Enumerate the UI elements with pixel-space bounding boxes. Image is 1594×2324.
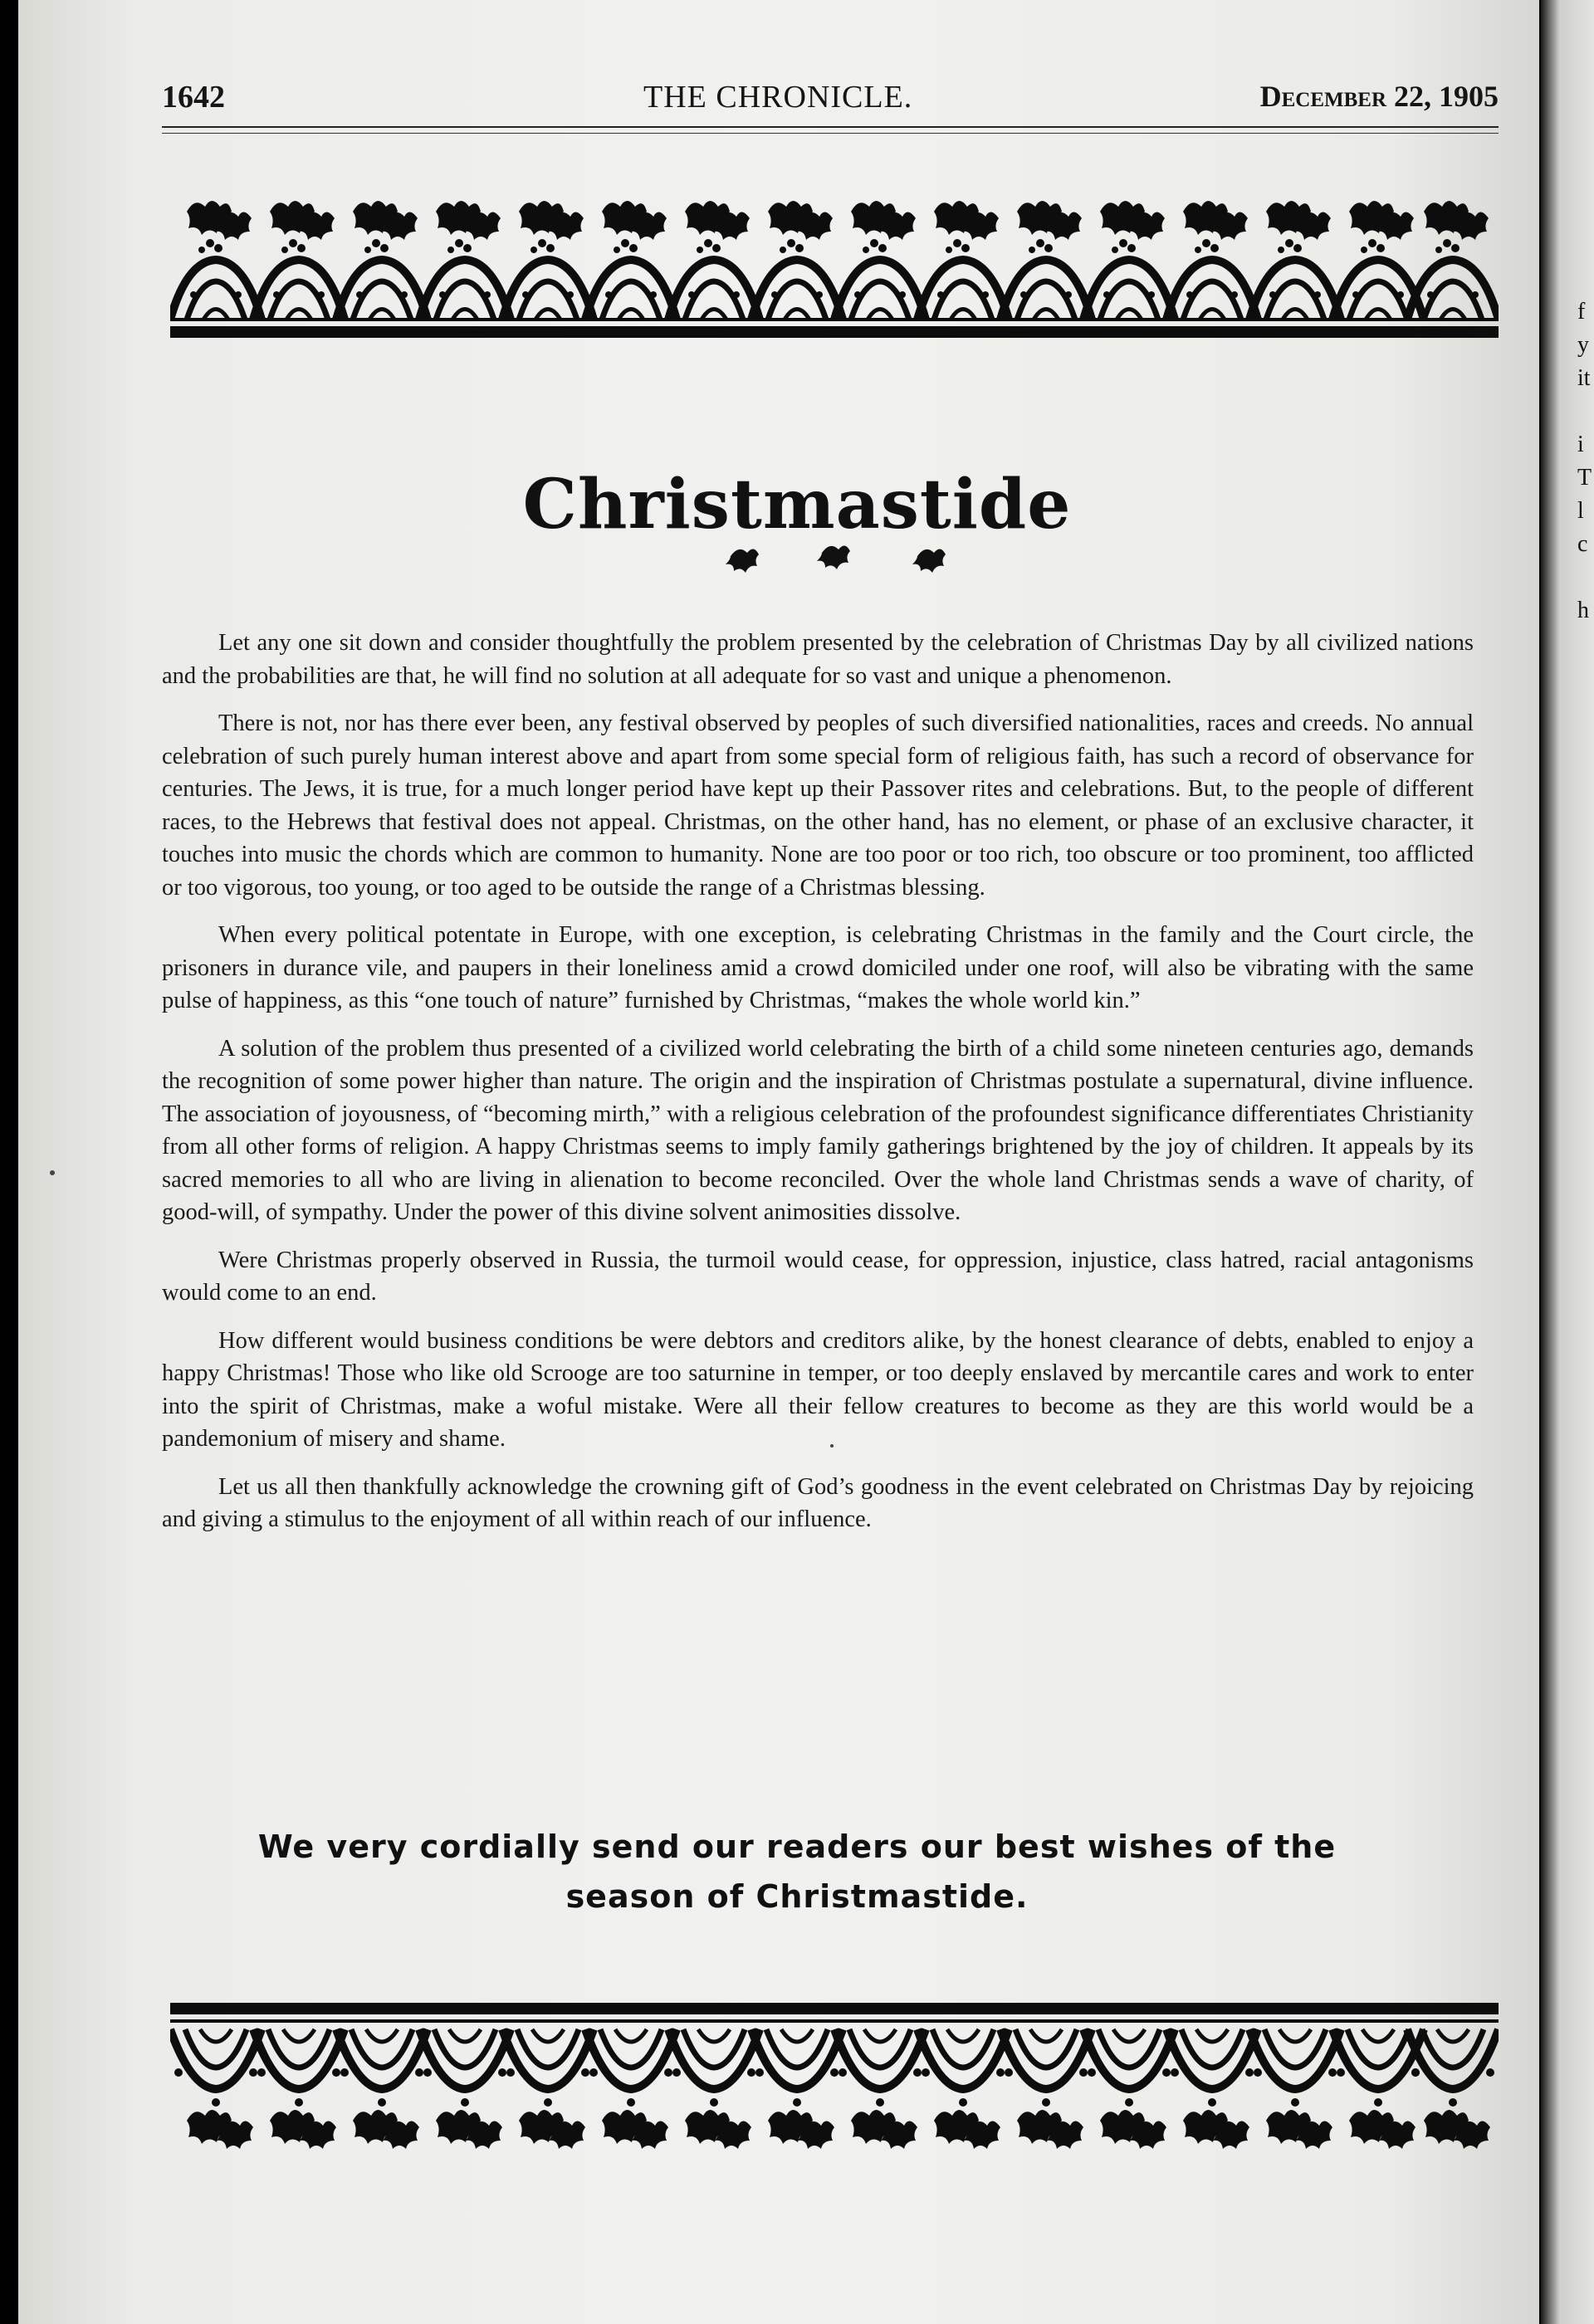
margin-fragment: l — [1577, 498, 1584, 524]
holly-border-bottom-icon — [170, 1996, 1499, 2162]
holly-fleurons-icon — [714, 540, 963, 581]
article-body — [162, 627, 1474, 1551]
article-paragraph: How different would business conditions be were debtors and creditors alike, by the honest clearance of debts, enabled to enjoy a happy Christmas! Those who like old Scrooge are too saturnine in temper, or too deeply enslaved by mercantile cares and work to enter into the spirit of Christmas, make a woful mistake. Were all their fellow creatures to become as they are this world would be a pandemonium of misery and shame. — [162, 1327, 1474, 1452]
article-paragraph: There is not, nor has there ever been, any festival observed by peoples of such diversified nationalities, races and creeds. No annual celebration of such purely human interest above and apart from some special form of religious faith, has such a record of observance for centuries. The Jews, it is true, for a much longer period have kept up their Passover rites and celebrations. But, to the people of different races, to the Hebrews that festival does not appeal. Christmas, on the other hand, has no element, or phase of an exclusive character, it touches into music the chords which are common to humanity. None are too poor or too rich, too obscure or too prominent, too afflicted or too vigorous, too young, or too aged to be outside the range of a Christmas blessing. — [162, 710, 1474, 901]
scan-speck — [50, 1170, 55, 1175]
margin-fragment: c — [1577, 531, 1588, 557]
scan-speck — [830, 1444, 834, 1448]
issue-date: December 22, 1905 — [1259, 80, 1499, 113]
article-paragraph: A solution of the problem thus presented of a civilized world celebrating the birth of a child some nineteen centuries ago, demands the recognition of some power higher than nature. The origin and the inspiration of Christmas postulate a supernatural, divine influence. The association of joyousness, of “becoming mirth,” with a religious celebration of the profoundest significance differentiates Christianity from all other forms of religion. A happy Christmas seems to imply family gatherings brightened by the joy of children. It appeals by its sacred memories to all who are living in alienation to become reconciled. Over the whole land Christmas sends a wave of charity, of good-will, of sympathy. Under the power of this divine solvent animosities dissolve. — [162, 1035, 1474, 1225]
holly-border-top-icon — [170, 187, 1499, 344]
article-paragraph: Let any one sit down and consider thoughtfully the problem presented by the celebration of Christmas Day by all civilized nations and the probabilities are that, he will find no solution at all adequate for so vast and unique a phenomenon. — [162, 630, 1474, 689]
closing-greeting — [0, 1822, 1594, 1921]
closing-line: We very cordially send our readers our best wishes of the — [257, 1828, 1337, 1865]
margin-fragment: i — [1577, 432, 1584, 457]
header-rule — [162, 133, 1499, 134]
article-paragraph: Let us all then thankfully acknowledge the crowning gift of God’s goodness in the event celebrated on Christmas Day by rejoicing and giving a stimulus to the enjoyment of all within reach of our influence. — [162, 1473, 1474, 1532]
article-paragraph: When every political potentate in Europe, with one exception, is celebrating Christmas in the family and the Court circle, the prisoners in durance vile, and paupers in their loneliness amid a crowd domiciled under one roof, will also be vibrating with the same pulse of happiness, as this “one touch of nature” furnished by Christmas, “makes the whole world kin.” — [162, 922, 1474, 1013]
margin-fragment: y — [1577, 332, 1589, 358]
header-rule — [162, 126, 1499, 128]
page-header — [162, 79, 1499, 129]
closing-line: season of Christmastide. — [565, 1878, 1029, 1915]
margin-fragment: h — [1577, 598, 1589, 623]
article-paragraph: Were Christmas properly observed in Russia, the turmoil would cease, for oppression, injustice, class hatred, racial antagonisms would come to an end. — [162, 1247, 1474, 1306]
article-title: Christmastide — [522, 464, 1072, 544]
running-title: THE CHRONICLE. — [643, 80, 913, 115]
margin-fragment: T — [1577, 465, 1592, 491]
margin-fragment: it — [1577, 365, 1591, 391]
page-number: 1642 — [162, 80, 225, 115]
margin-fragment: f — [1577, 299, 1586, 325]
